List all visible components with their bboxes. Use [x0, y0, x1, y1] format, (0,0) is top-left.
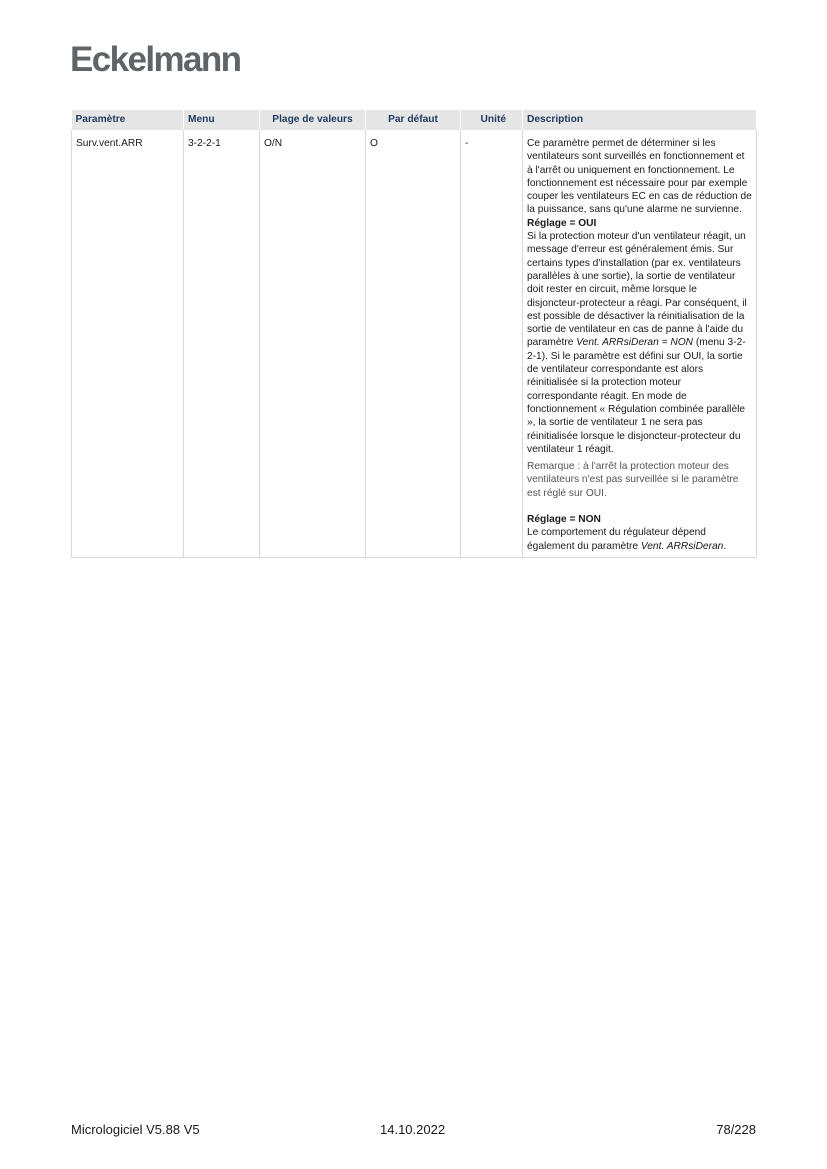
cell-default: O — [366, 130, 461, 557]
setting-non-heading: Réglage = NON — [527, 514, 601, 526]
header-range: Plage de valeurs — [260, 110, 366, 130]
header-param: Paramètre — [72, 110, 184, 130]
description-intro: Ce paramètre permet de déterminer si les ventilateurs sont surveillés en fonctionnement et à l'arrêt ou uniquement en fonctionnement. Le fonctionnement est nécessaire pour par exemple couper les ventilateurs EC en cas de réduction de la puissance, sans qu'une alarme ne survienne. — [527, 138, 752, 216]
header-default: Par défaut — [366, 110, 461, 130]
setting-oui-text-part1: Si la protection moteur d'un ventilateur réagit, un message d'erreur est généralement émis. Sur certains types d'installation (par ex. ventilateurs parallèles à une sortie), la sortie de ventilateur doit rester en circuit, même lorsque le disjoncteur-protecteur a réagi. Par conséquent, il est possible de désactiver la réinitialisation de la sortie de ventilateur en cas de panne à l'aide du paramètre — [527, 231, 747, 349]
remark-note: Remarque : à l'arrêt la protection moteur des ventilateurs n'est pas surveillée si le paramètre est réglé sur OUI. — [527, 461, 739, 499]
table-header-row — [72, 110, 757, 130]
setting-oui-heading: Réglage = OUI — [527, 217, 597, 229]
header-description: Description — [523, 110, 757, 130]
header-unit: Unité — [461, 110, 523, 130]
setting-non-text-part1: Le comportement du régulateur dépend également du paramètre — [527, 527, 706, 552]
parameter-table — [71, 110, 757, 558]
cell-param: Surv.vent.ARR — [72, 130, 184, 557]
cell-menu: 3-2-2-1 — [184, 130, 260, 557]
setting-oui-text — [527, 230, 752, 456]
param-reference: Vent. ARRsiDeran = NON — [576, 337, 693, 349]
footer-page-number: 78/228 — [716, 1122, 756, 1137]
cell-description — [523, 130, 757, 557]
brand-logo: Eckelmann — [70, 40, 241, 79]
setting-non-end: . — [723, 540, 727, 552]
table-row — [72, 130, 757, 557]
setting-non-text — [527, 526, 752, 553]
footer-software-version: Micrologiciel V5.88 V5 — [71, 1122, 200, 1137]
cell-range: O/N — [260, 130, 366, 557]
param-reference-non: Vent. ARRsiDeran — [640, 540, 724, 552]
setting-oui-text-part2: (menu 3-2-2-1). Si le paramètre est défini sur OUI, la sortie de ventilateur correspondante est alors réinitialisée si la protection moteur correspondante réagit. En mode de fonctionnement « Régulation combinée parallèle », la sortie de ventilateur 1 ne sera pas réinitialisée lorsque le disjoncteur-protecteur du ventilateur 1 réagit. — [527, 337, 746, 455]
footer-date: 14.10.2022 — [380, 1122, 446, 1137]
cell-unit: - — [461, 130, 523, 557]
header-menu: Menu — [184, 110, 260, 130]
